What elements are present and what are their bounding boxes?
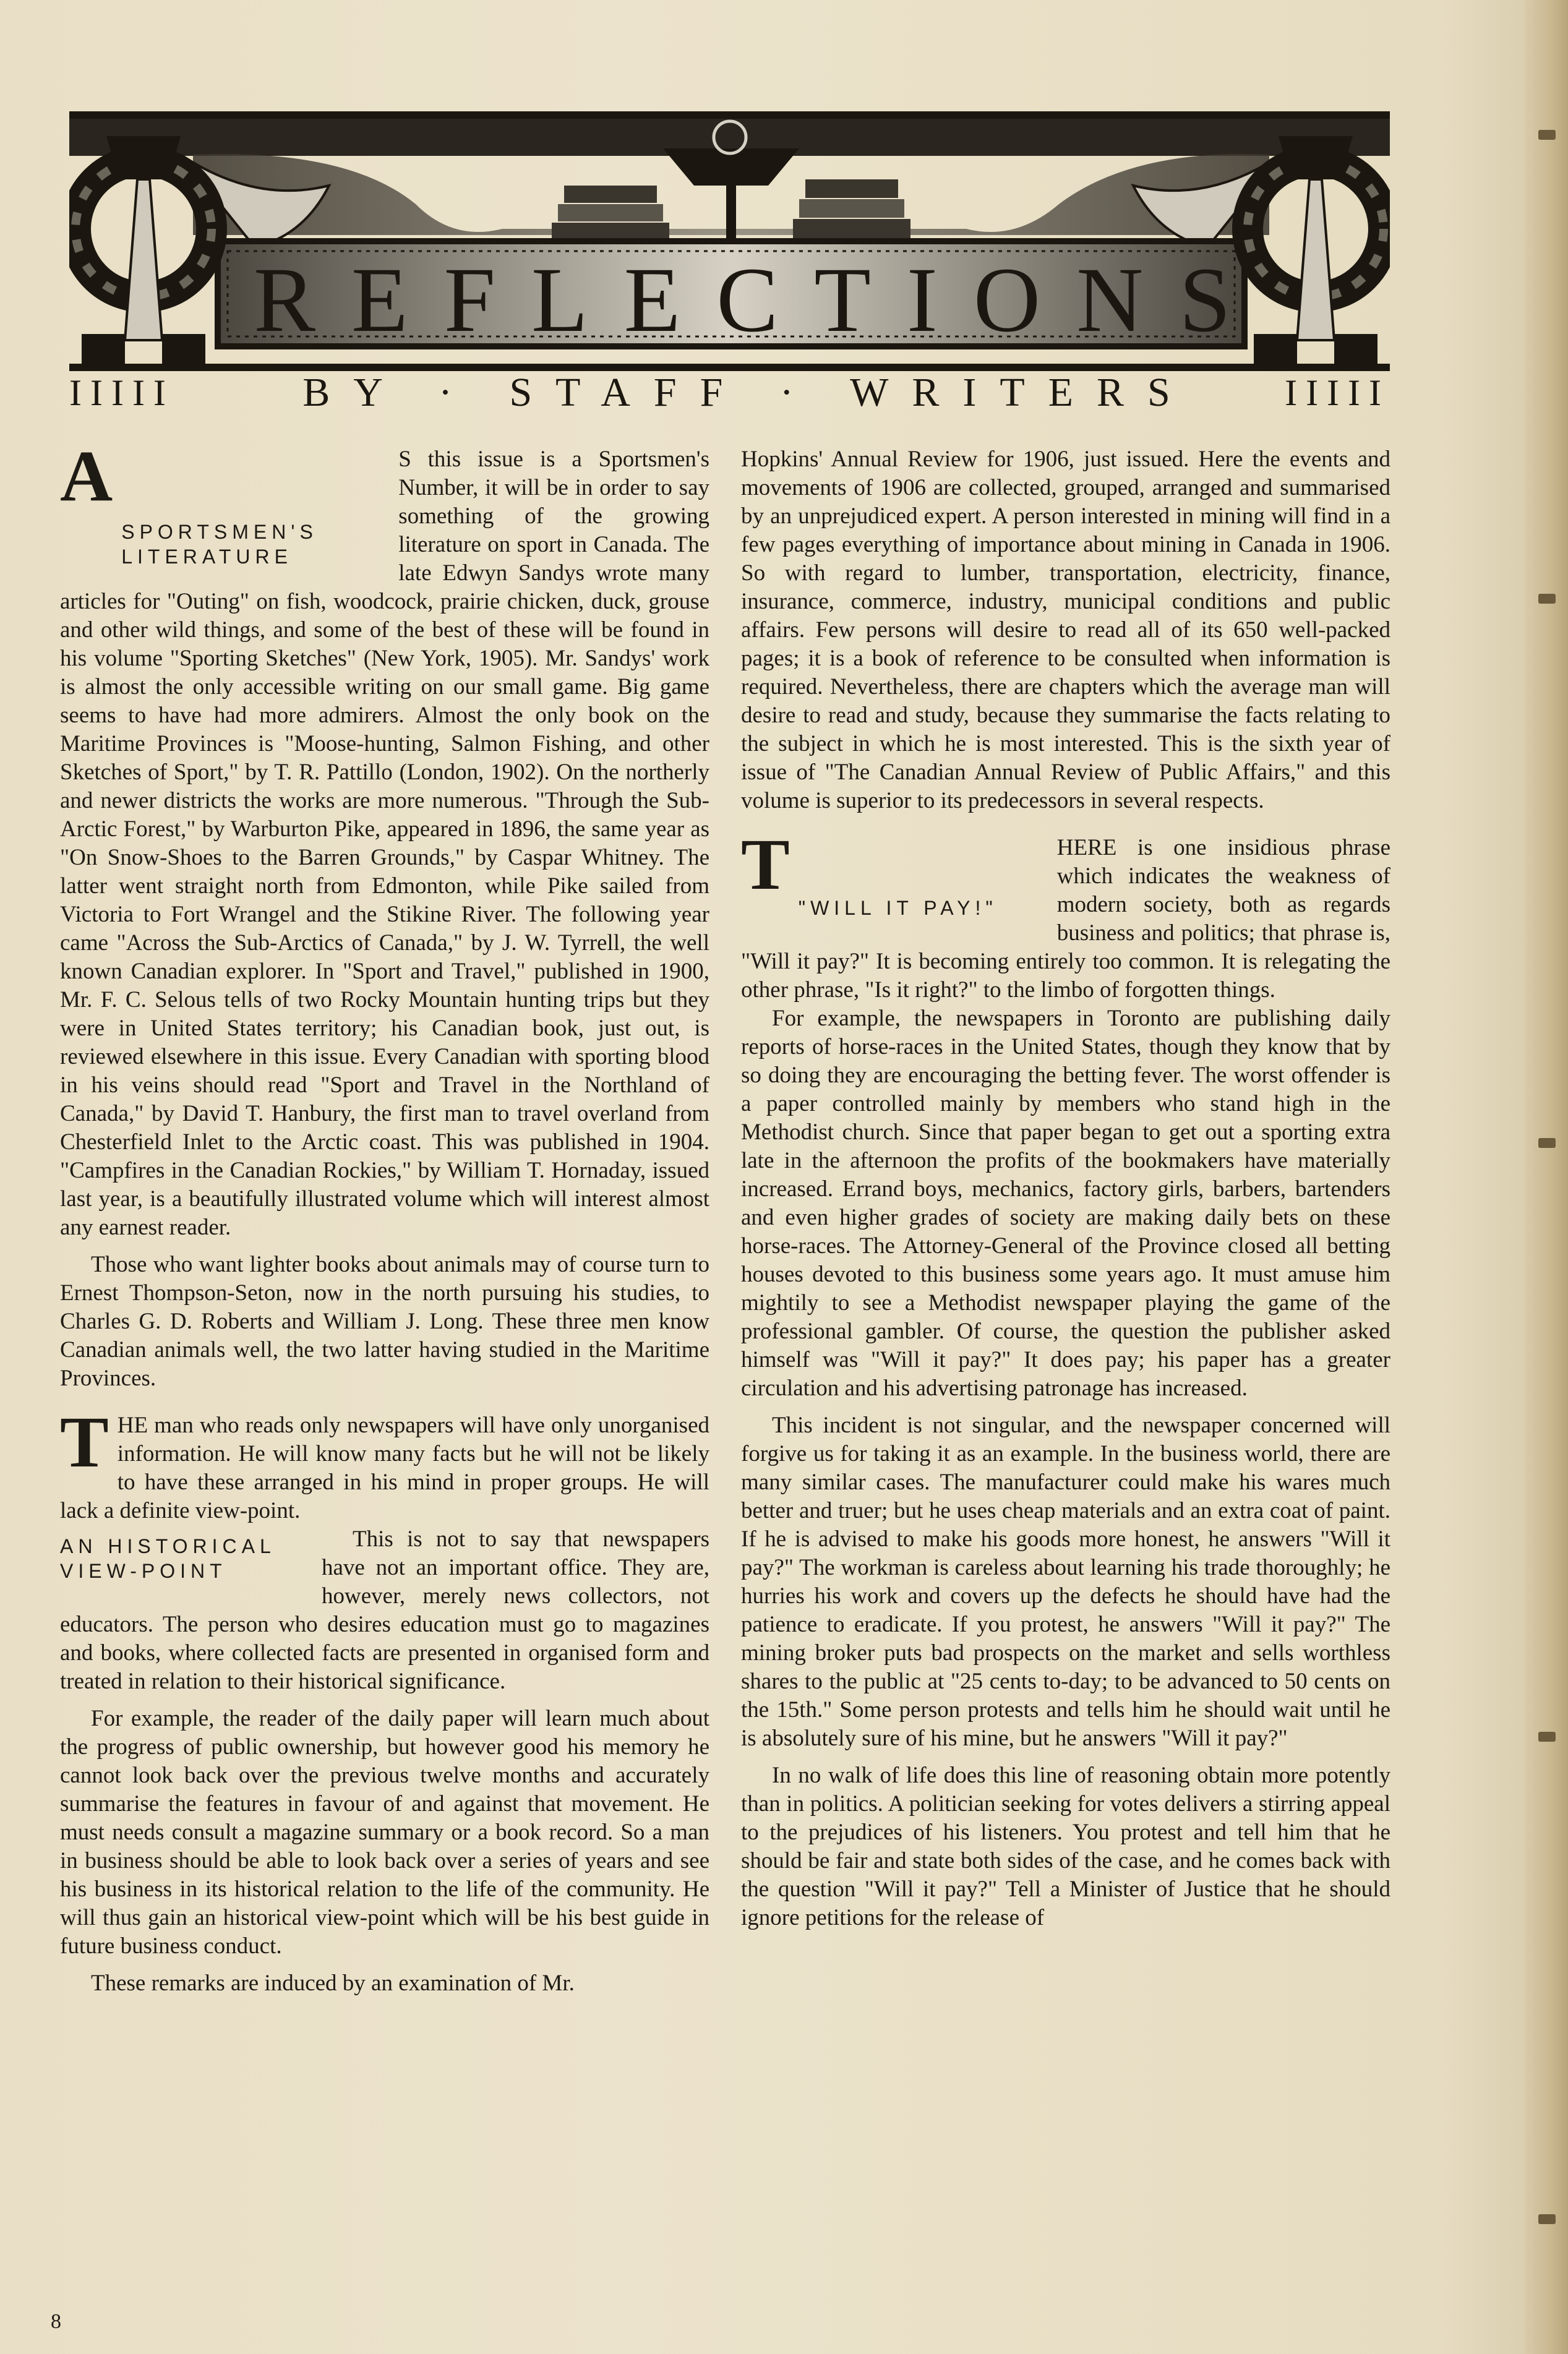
paragraph-text: This is not to say that newspapers have not an important office. They are, however, merely news collectors, not educators. The person who desires education must go to magazines and books, where collected facts are presented in organised form and treated in relation to their historical significance. [60,1526,709,1694]
byline-marks-right: IIIII [1285,372,1390,413]
paragraph-text: HE man who reads only newspapers will have only unorganised information. He will know many facts but he will not be likely to have these arranged in his mind in proper groups. He will lack a definite view-point. [60,1413,709,1523]
paragraph [60,1402,709,1525]
banner-title [229,241,1256,359]
sidehead: "WILL IT PAY!" [798,897,998,919]
title-letter: R [254,249,316,351]
edge-tab [1538,2214,1556,2224]
paragraph: For example, the reader of the daily paper will learn much about the progress of public ownership, but however good his memory he cannot look back over the previous twelve months and accurately summarise the features in favour of and against that movement. He must needs consult a magazine summary or a book record. So a man in business should be able to look back over a series of years and see his business in its historical relation to the life of the community. He will thus gain an historical view-point which will be his best guide in future business conduct. [60,1706,709,1959]
paragraph-block [60,1251,709,1393]
edge-tab [1538,1138,1556,1148]
title-letter: O [973,249,1041,351]
sidehead: SPORTSMEN'S LITERATURE [121,521,318,568]
paragraph-block [741,1411,1390,1753]
paragraph: Those who want lighter books about animals may of course turn to Ernest Thompson-Seton, now in the north pursuing his studies, to Charles G. D. Roberts and William J. Long. These three men know Canadian animals well, the two latter having studied in the Maritime Provinces. [60,1252,709,1391]
paragraph-block [741,1761,1390,1932]
paragraph [60,435,709,1242]
title-letter: L [531,249,588,351]
title-letter: E [623,249,681,351]
paragraph-block [741,445,1390,815]
edge-tab [1538,130,1556,140]
title-letter: S [1179,249,1231,351]
paragraph-text: S this issue is a Sportsmen's Number, it will be in order to say something of the growing literature on sport in Canada. The late Edwyn Sandys wrote many articles for "Outing" on fish, woodcock, prairie chicken, duck, grouse and other wild things, and some of the best of these will be found in his volume "Sporting Sketches" (New York, 1905). Mr. Sandys' work is almost the only accessible writing on our small game. Big game seems to have had more admirers. Almost the only book on the Maritime Provinces is "Moose-hunting, Salmon Fishing, and other Sketches of Sport," by T. R. Pattillo (London, 1902). On the northerly and newer districts the works are more numerous. "Through the Sub-Arctic Forest," by Warburton Pike, appeared in 1896, the same year as "On Snow-Shoes to the Barren Grounds," by Caspar Whitney. The latter went straight north from Edmonton, while Pike sailed from Victoria to Fort Wrangel and the Stikine River. The following year came "Across the Sub-Arctics of Canada," by J. W. Tyrrell, the well known Canadian explorer. In "Sport and Travel," published in 1900, Mr. F. C. Selous tells of two Rocky Mountain hunting trips but they were in United States territory; his Canadian book, just out, is reviewed elsewhere in this issue. Every Canadian with sporting blood in his veins should read "Sport and Travel in the Northland of Canada," by David T. Hanbury, the first man to travel overland from Chesterfield Inlet to the Arctic coast. This was published in 1904. "Campfires in the Canadian Rockies," by William T. Hornaday, issued last year, is a beautifully illustrated volume which will interest almost any earnest reader. [60,447,709,1240]
section-historical-view-point [60,1402,709,1696]
byline [69,371,1390,414]
paragraph [60,1525,709,1696]
section-will-it-pay [741,824,1390,1403]
dropcap: A [60,435,113,516]
title-letter: N [1076,249,1144,351]
right-column [741,445,1390,1941]
byline-text: BY · STAFF · WRITERS [302,370,1194,415]
page-number: 8 [51,2310,61,2333]
paragraph: This incident is not singular, and the newspaper concerned will forgive us for taking it as an example. In the business world, there are many similar cases. The manufacturer could make his wares much better and truer; but he uses cheap materials and an extra coat of paint. If he is advised to make his goods more honest, he answers "Will it pay?" The workman is careless about learning his trade thoroughly; he hurries his work and covers up the defects he should have had the patience to eradicate. If you protest, he answers "Will it pay?" The mining broker puts bad prospects on the market and sells worthless shares to the public at "25 cents to-day; to be advanced to 50 cents on the 15th." Some person protests and tells him he should wait until he is absolutely sure of his mine, but he answers "Will it pay?" [741,1413,1390,1751]
byline-marks-left: IIIII [69,372,174,413]
paragraph: These remarks are induced by an examination of Mr. [91,1971,575,1996]
edge-tab [1538,1732,1556,1742]
paragraph: Hopkins' Annual Review for 1906, just issued. Here the events and movements of 1906 are collected, grouped, arranged and summarised by an unprejudiced expert. A person interested in mining will find in a few pages everything of importance about mining in Canada in 1906. So with regard to lumber, transportation, electricity, finance, insurance, commerce, industry, municipal conditions and public affairs. Few persons will desire to read all of its 650 well-packed pages; it is a book of reference to be consulted when information is required. Nevertheless, there are chapters which the average man will desire to read and study, because they summarise the facts relating to the subject in which he is most interested. This is the sixth year of issue of "The Canadian Annual Review of Public Affairs," and this volume is superior to its predecessors in several respects. [741,447,1390,813]
dropcap: T [60,1402,109,1483]
page-edge [1525,0,1568,2354]
title-letter: C [716,249,779,351]
title-letter: I [906,249,938,351]
left-column [60,435,709,2006]
paragraph: For example, the newspapers in Toronto are publishing daily reports of horse-races in the United States, though they know that by so doing they are encouraging the betting fever. The worst offender is a paper controlled mainly by members who stand high in the Methodist church. Since that paper began to get out a sporting extra late in the afternoon the profits of the bookmakers have materially increased. Errand boys, mechanics, factory girls, barbers, bartenders and even higher grades of society are making daily bets on these horse-races. The Attorney-General of the Province closed all betting houses devoted to this business some years ago. It must amuse him mightily to see a Methodist newspaper playing the game of the professional gambler. Of course, the question the publisher asked himself was "Will it pay?" It does pay; his paper has a greater circulation and his advertising patronage has increased. [741,1006,1390,1401]
paragraph-text: HERE is one insidious phrase which indicates the weakness of modern society, both as regards business and politics; that phrase is, "Will it pay?" It is becoming entirely too common. It is relegating the other phrase, "Is it right?" to the limbo of forgotten things. [741,835,1390,1003]
paragraph: In no walk of life does this line of reasoning obtain more potently than in politics. A politician seeking for votes delivers a stirring appeal to the prejudices of his listeners. You protest and tell him that he should be fair and state both sides of the case, and he comes back with the question "Will it pay?" Tell a Minister of Justice that he should ignore petitions for the release of [741,1763,1390,1930]
paragraph-block [60,1705,709,1961]
title-letter: T [814,249,871,351]
dropcap: T [741,824,790,905]
edge-tab [1538,594,1556,604]
title-letter: E [351,249,408,351]
paragraph-block [60,1969,709,1998]
title-letter: F [443,249,496,351]
paragraph [741,824,1390,1004]
sidehead: AN HISTORICAL VIEW-POINT [60,1535,275,1582]
section-sportsmens-literature [60,435,709,1242]
